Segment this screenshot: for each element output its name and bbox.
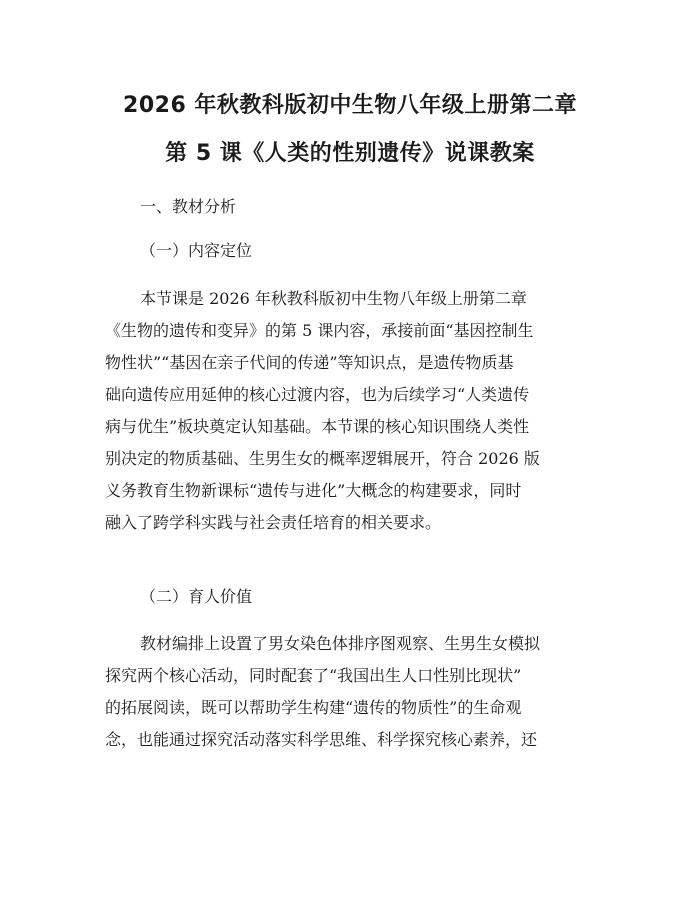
subsection-heading-content-positioning: （一）内容定位 — [140, 241, 253, 260]
paragraph-line: 探究两个核心活动，同时配套了“我国出生人口性别比现状” — [105, 666, 522, 685]
section-heading-textbook-analysis: 一、教材分析 — [140, 197, 237, 216]
paragraph-line: 融入了跨学科实践与社会责任培育的相关要求。 — [105, 513, 442, 532]
paragraph-line: 教材编排上设置了男女染色体排序图观察、生男生女模拟 — [140, 634, 541, 653]
subsection-heading-educational-value: （二）育人价值 — [140, 587, 253, 606]
document-title-line-1: 2026 年秋教科版初中生物八年级上册第二章 — [123, 93, 577, 118]
paragraph-line: 础向遗传应用延伸的核心过渡内容，也为后续学习“人类遗传 — [105, 385, 530, 404]
paragraph-line: 病与优生”板块奠定认知基础。本节课的核心知识围绕人类性 — [105, 417, 530, 436]
paragraph-educational-value — [105, 628, 605, 756]
paragraph-line: 的拓展阅读，既可以帮助学生构建“遗传的物质性”的生命观 — [105, 698, 522, 717]
paragraph-line: 《生物的遗传和变异》的第 5 课内容，承接前面“基因控制生 — [105, 321, 534, 340]
paragraph-line: 物性状”“基因在亲子代间的传递”等知识点，是遗传物质基 — [105, 353, 514, 372]
paragraph-line: 念，也能通过探究活动落实科学思维、科学探究核心素养，还 — [105, 730, 538, 749]
paragraph-line: 本节课是 2026 年秋教科版初中生物八年级上册第二章 — [140, 289, 527, 308]
paragraph-line: 别决定的物质基础、生男生女的概率逻辑展开，符合 2026 版 — [105, 449, 540, 468]
paragraph-content-positioning — [105, 283, 605, 539]
paragraph-line: 义务教育生物新课标“遗传与进化”大概念的构建要求，同时 — [105, 481, 522, 500]
document-title-line-2: 第 5 课《人类的性别遗传》说课教案 — [165, 141, 535, 166]
